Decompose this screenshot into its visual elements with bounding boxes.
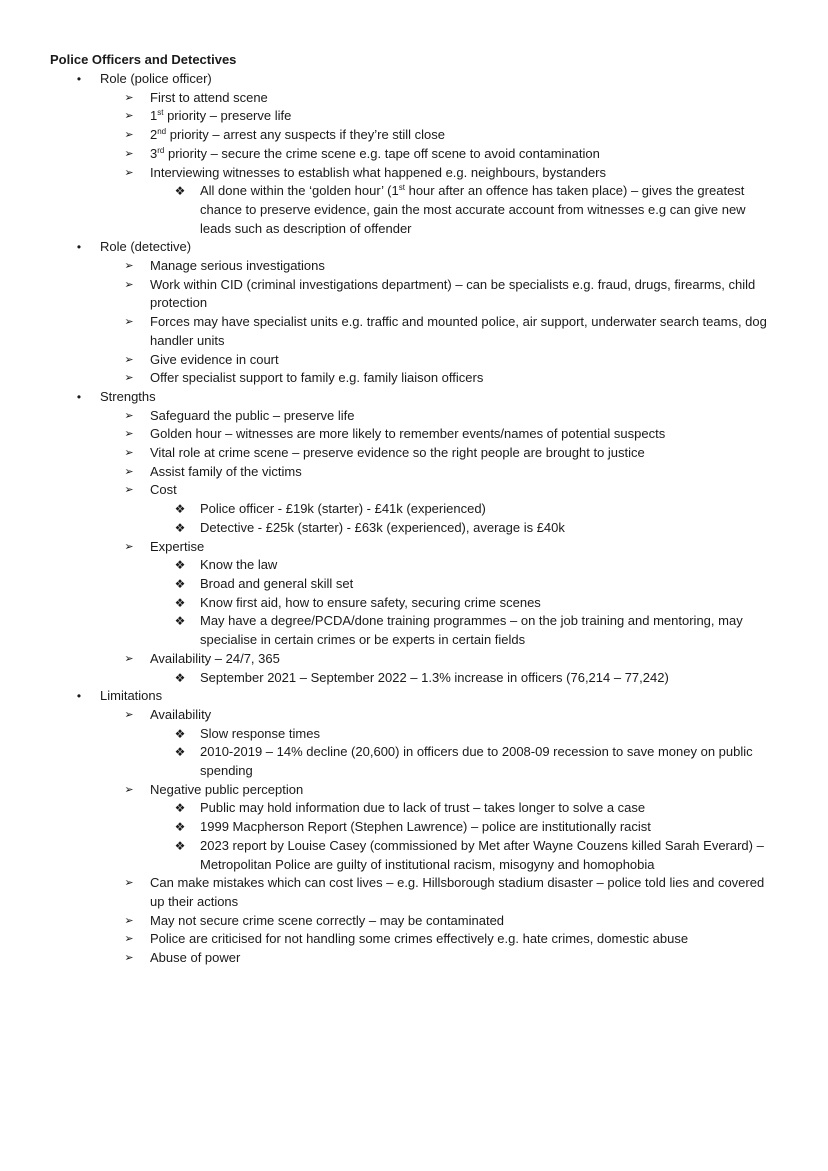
bullet-dot-icon: • [76, 689, 82, 704]
section-heading: Strengths [100, 388, 156, 404]
list-item-level-2 [0, 538, 828, 557]
list-item-text [100, 238, 800, 257]
arrow-bullet-icon: ➢ [124, 129, 134, 142]
list-item-text [200, 575, 775, 594]
list-item-text [200, 182, 775, 238]
item-text-pre: All done within the ‘golden hour’ (1 [200, 183, 399, 199]
list-item-level-2 [0, 463, 828, 482]
list-item-text [200, 743, 775, 780]
list-item-text [150, 164, 775, 183]
arrow-bullet-icon: ➢ [124, 353, 134, 366]
arrow-bullet-icon: ➢ [124, 652, 134, 665]
list-item-text [150, 481, 775, 500]
list-item-text [200, 799, 775, 818]
list-item-level-2 [0, 369, 828, 388]
list-item-text [200, 594, 775, 613]
list-item-text [150, 369, 775, 388]
item-text: Detective - £25k (starter) - £63k (experienced), average is £40k [200, 519, 565, 535]
list-item-text [150, 425, 775, 444]
item-text: Negative public perception [150, 781, 304, 797]
item-text: 1999 Macpherson Report (Stephen Lawrence) – police are institutionally racist [200, 819, 651, 835]
list-item-level-1 [0, 70, 828, 89]
list-item-level-3 [0, 575, 828, 594]
item-text: Know the law [200, 557, 278, 573]
list-item-level-2 [0, 781, 828, 800]
arrow-bullet-icon: ➢ [124, 372, 134, 385]
arrow-bullet-icon: ➢ [124, 166, 134, 179]
item-text: Slow response times [200, 725, 320, 741]
list-item-text [150, 930, 775, 949]
arrow-bullet-icon: ➢ [124, 447, 134, 460]
list-item-text [200, 725, 775, 744]
list-item-level-3 [0, 669, 828, 688]
item-text: First to attend scene [150, 89, 268, 105]
diamond-bullet-icon: ❖ [174, 838, 186, 853]
arrow-bullet-icon: ➢ [124, 428, 134, 441]
section-heading: Role (detective) [100, 239, 192, 255]
list-item-level-3 [0, 837, 828, 874]
item-text: May have a degree/PCDA/done training programmes – on the job training and mentoring, may specialise in certain crimes or be experts in certain fields [200, 613, 743, 648]
list-item-text [150, 706, 775, 725]
diamond-bullet-icon: ❖ [174, 614, 186, 629]
list-item-text [150, 107, 775, 126]
list-item-text [150, 257, 775, 276]
ordinal-suffix: rd [157, 145, 165, 155]
arrow-bullet-icon: ➢ [124, 484, 134, 497]
item-text: Work within CID (criminal investigations department) – can be specialists e.g. fraud, drugs, firearms, child protection [150, 276, 756, 311]
item-text: Broad and general skill set [200, 575, 354, 591]
list-item-level-2 [0, 276, 828, 313]
outline-list [0, 70, 828, 968]
list-item-level-2 [0, 407, 828, 426]
item-text-post: priority – secure the crime scene e.g. tape off scene to avoid contamination [164, 145, 600, 161]
item-text: Golden hour – witnesses are more likely to remember events/names of potential suspects [150, 426, 666, 442]
list-item-text [200, 519, 775, 538]
list-item-level-2 [0, 107, 828, 126]
diamond-bullet-icon: ❖ [174, 745, 186, 760]
diamond-bullet-icon: ❖ [174, 726, 186, 741]
ordinal-suffix: nd [157, 127, 167, 137]
list-item-text [150, 444, 775, 463]
list-item-level-1 [0, 238, 828, 257]
list-item-text [150, 407, 775, 426]
list-item-text [150, 538, 775, 557]
list-item-level-2 [0, 351, 828, 370]
list-item-text [150, 276, 775, 313]
item-text: Know first aid, how to ensure safety, securing crime scenes [200, 594, 541, 610]
item-text: Safeguard the public – preserve life [150, 407, 355, 423]
arrow-bullet-icon: ➢ [124, 540, 134, 553]
list-item-text [150, 463, 775, 482]
list-item-text [150, 351, 775, 370]
list-item-level-3 [0, 182, 828, 238]
list-item-text [150, 781, 775, 800]
diamond-bullet-icon: ❖ [174, 576, 186, 591]
list-item-level-2 [0, 425, 828, 444]
arrow-bullet-icon: ➢ [124, 465, 134, 478]
item-text: 2023 report by Louise Casey (commissioned by Met after Wayne Couzens killed Sarah Everard) – Metropolitan Police are guilty of institutional racism, misogyny and homophobia [200, 837, 764, 872]
diamond-bullet-icon: ❖ [174, 801, 186, 816]
item-text: Availability [150, 706, 212, 722]
item-text: 2010-2019 – 14% decline (20,600) in officers due to 2008-09 recession to save money on public spending [200, 744, 753, 779]
bullet-dot-icon: • [76, 389, 82, 404]
list-item-level-3 [0, 818, 828, 837]
item-text-pre: 2 [150, 127, 158, 143]
list-item-text [150, 912, 775, 931]
list-item-level-2 [0, 481, 828, 500]
item-text: Police officer - £19k (starter) - £41k (experienced) [200, 501, 486, 517]
item-text-pre: 1 [150, 108, 158, 124]
arrow-bullet-icon: ➢ [124, 914, 134, 927]
arrow-bullet-icon: ➢ [124, 877, 134, 890]
item-text: Public may hold information due to lack of trust – takes longer to solve a case [200, 800, 646, 816]
list-item-text [200, 837, 775, 874]
arrow-bullet-icon: ➢ [124, 952, 134, 965]
list-item-level-3 [0, 519, 828, 538]
diamond-bullet-icon: ❖ [174, 670, 186, 685]
ordinal-suffix: st [398, 183, 405, 193]
list-item-level-2 [0, 706, 828, 725]
item-text: Assist family of the victims [150, 463, 302, 479]
list-item-level-2 [0, 444, 828, 463]
diamond-bullet-icon: ❖ [174, 520, 186, 535]
arrow-bullet-icon: ➢ [124, 260, 134, 273]
item-text-post: priority – arrest any suspects if they’re still close [166, 127, 446, 143]
list-item-level-2 [0, 650, 828, 669]
section-heading: Role (police officer) [100, 71, 212, 86]
list-item-level-2 [0, 874, 828, 911]
list-item-level-1 [0, 388, 828, 407]
section-heading: Limitations [100, 688, 163, 704]
list-item-level-3 [0, 500, 828, 519]
list-item-text [150, 126, 775, 145]
list-item-text [200, 556, 775, 575]
item-text-post: priority – preserve life [163, 108, 292, 124]
list-item-text [200, 500, 775, 519]
item-text-post: hour after an offence has taken place) – gives the greatest chance to preserve evidence, gain the most accurate account from witnesses e.g can give new leads such as description of offender [200, 183, 746, 236]
item-text: Abuse of power [150, 950, 241, 966]
arrow-bullet-icon: ➢ [124, 783, 134, 796]
list-item-text [200, 818, 775, 837]
list-item-text [150, 89, 775, 108]
item-text: Expertise [150, 538, 205, 554]
list-item-text [100, 70, 800, 89]
diamond-bullet-icon: ❖ [174, 820, 186, 835]
list-item-level-1 [0, 687, 828, 706]
item-text: September 2021 – September 2022 – 1.3% increase in officers (76,214 – 77,242) [200, 669, 669, 685]
item-text: Offer specialist support to family e.g. family liaison officers [150, 370, 484, 386]
list-item-level-3 [0, 612, 828, 649]
ordinal-suffix: st [157, 108, 164, 118]
list-item-level-3 [0, 594, 828, 613]
list-item-level-2 [0, 89, 828, 108]
list-item-level-2 [0, 126, 828, 145]
bullet-dot-icon: • [76, 72, 82, 86]
arrow-bullet-icon: ➢ [124, 91, 134, 104]
list-item-level-2 [0, 145, 828, 164]
bullet-dot-icon: • [76, 240, 82, 255]
list-item-text [200, 612, 775, 649]
list-item-level-3 [0, 799, 828, 818]
item-text: Forces may have specialist units e.g. traffic and mounted police, air support, underwater search teams, dog handler units [150, 314, 767, 348]
item-text: Police are criticised for not handling some crimes effectively e.g. hate crimes, domestic abuse [150, 931, 689, 947]
list-item-level-2 [0, 949, 828, 968]
list-item-level-2 [0, 164, 828, 183]
list-item-level-2 [0, 313, 828, 350]
arrow-bullet-icon: ➢ [124, 409, 134, 422]
list-item-text [150, 145, 775, 164]
list-item-level-3 [0, 743, 828, 780]
arrow-bullet-icon: ➢ [124, 147, 134, 160]
list-item-text [200, 669, 775, 688]
list-item-text [100, 388, 800, 407]
list-item-level-2 [0, 912, 828, 931]
list-item-level-3 [0, 556, 828, 575]
item-text-pre: 3 [150, 145, 158, 161]
page-title: Police Officers and Detectives [50, 52, 237, 67]
list-item-level-2 [0, 930, 828, 949]
arrow-bullet-icon: ➢ [124, 110, 134, 123]
diamond-bullet-icon: ❖ [174, 502, 186, 517]
arrow-bullet-icon: ➢ [124, 278, 134, 291]
item-text: Give evidence in court [150, 351, 279, 367]
list-item-text [100, 687, 800, 706]
list-item-text [150, 650, 775, 669]
item-text: Interviewing witnesses to establish what happened e.g. neighbours, bystanders [150, 164, 607, 180]
diamond-bullet-icon: ❖ [174, 558, 186, 573]
arrow-bullet-icon: ➢ [124, 933, 134, 946]
list-item-text [150, 949, 775, 968]
item-text: Cost [150, 482, 177, 498]
list-item-text [150, 874, 775, 911]
item-text: Manage serious investigations [150, 258, 325, 274]
arrow-bullet-icon: ➢ [124, 708, 134, 721]
diamond-bullet-icon: ❖ [174, 595, 186, 610]
list-item-level-3 [0, 725, 828, 744]
list-item-text [150, 313, 775, 350]
item-text: Can make mistakes which can cost lives – e.g. Hillsborough stadium disaster – police told lies and covered up their actions [150, 875, 765, 909]
list-item-level-2 [0, 257, 828, 276]
item-text: Vital role at crime scene – preserve evidence so the right people are brought to justice [150, 445, 645, 461]
item-text: May not secure crime scene correctly – may be contaminated [150, 912, 505, 928]
arrow-bullet-icon: ➢ [124, 316, 134, 329]
item-text: Availability – 24/7, 365 [150, 650, 280, 666]
diamond-bullet-icon: ❖ [174, 184, 186, 199]
